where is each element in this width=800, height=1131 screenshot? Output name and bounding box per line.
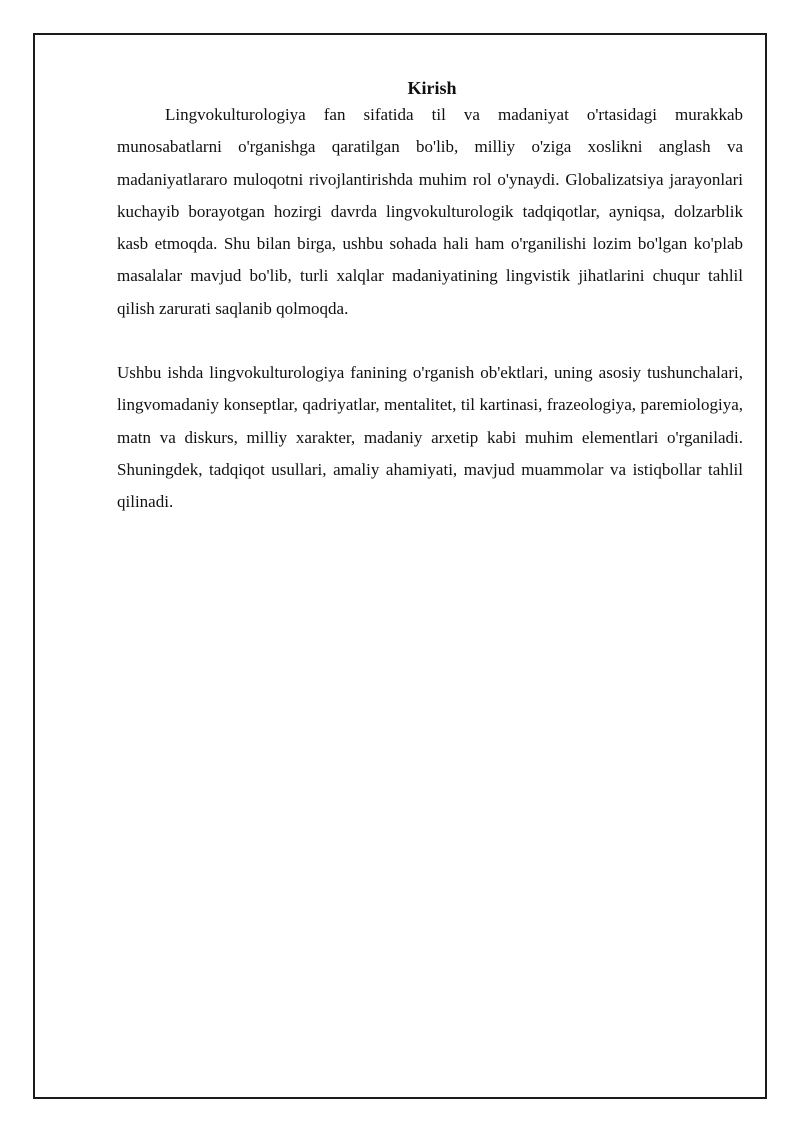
document-body [117,77,743,519]
paragraph-intro: Lingvokulturologiya fan sifatida til va madaniyat o'rtasidagi murakkab munosabatlarni o'rganishga qaratilgan bo'lib, milliy o'ziga xoslikni anglash va madaniyatlararo muloqotni rivojlantirishda muhim rol o'ynaydi. Globalizatsiya jarayonlari kuchayib borayotgan hozirgi davrda lingvokulturologik tadqiqotlar, ayniqsa, dolzarblik kasb etmoqda. Shu bilan birga, ushbu sohada hali ham o'rganilishi lozim bo'lgan ko'plab masalalar mavjud bo'lib, turli xalqlar madaniyatining lingvistik jihatlarini chuqur tahlil qilish zarurati saqlanib qolmoqda. [117,105,743,318]
document-title: Kirish [407,78,457,98]
page-border [33,33,767,1099]
paragraph-scope: Ushbu ishda lingvokulturologiya fanining o'rganish ob'ektlari, uning asosiy tushunchalari, lingvomadaniy konseptlar, qadriyatlar, mentalitet, til kartinasi, frazeologiya, paremiologiya, matn va diskurs, milliy xarakter, madaniy arxetip kabi muhim elementlari o'rganiladi. Shuningdek, tadqiqot usullari, amaliy ahamiyati, mavjud muammolar va istiqbollar tahlil qilinadi. [117,363,743,512]
